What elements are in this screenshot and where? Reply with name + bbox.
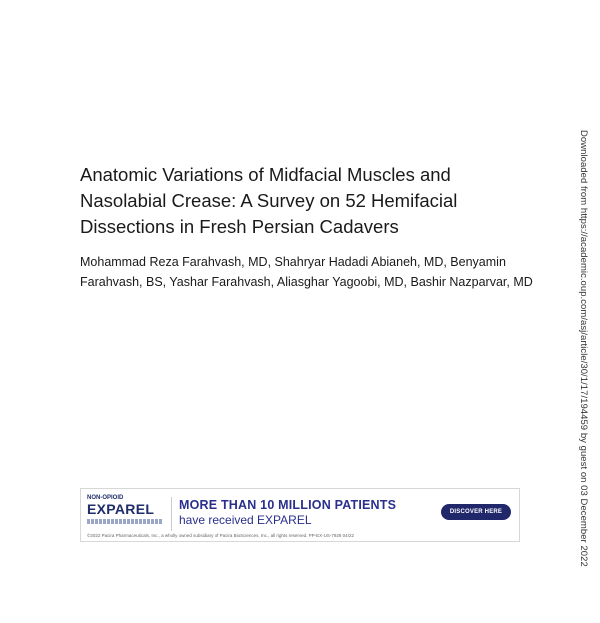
title-line-2: Nasolabial Crease: A Survey on 52 Hemifacial bbox=[80, 190, 458, 211]
logo-subtext-graphic bbox=[87, 519, 163, 524]
ad-divider bbox=[171, 497, 172, 531]
discover-here-button[interactable]: DISCOVER HERE bbox=[441, 504, 511, 520]
download-watermark: Downloaded from https://academic.oup.com/asj/article/30/1/17/194459 by guest on 03 December 2022 bbox=[578, 130, 589, 567]
author-line-1: Mohammad Reza Farahvash, MD, Shahryar Hadadi Abianeh, MD, Benyamin bbox=[80, 255, 506, 269]
ad-headline: MORE THAN 10 MILLION PATIENTS bbox=[179, 498, 397, 512]
article-title bbox=[80, 162, 500, 240]
ad-brand: EXPAREL bbox=[87, 501, 155, 517]
author-list bbox=[80, 252, 540, 292]
advertisement-banner[interactable] bbox=[80, 488, 520, 542]
ad-subline: have received EXPAREL bbox=[179, 513, 312, 527]
author-line-2: Farahvash, BS, Yashar Farahvash, Aliasghar Yagoobi, MD, Bashir Nazparvar, MD bbox=[80, 275, 533, 289]
ad-footer-legal: ©2022 Pacira Pharmaceuticals, Inc., a wholly owned subsidiary of Pacira BioSciences, Inc., all rights reserved. PP-EX-US-7928 04/22 bbox=[87, 533, 354, 538]
title-line-3: Dissections in Fresh Persian Cadavers bbox=[80, 216, 399, 237]
title-line-1: Anatomic Variations of Midfacial Muscles and bbox=[80, 164, 451, 185]
exparel-logo bbox=[87, 495, 167, 524]
ad-tag: NON-OPIOID bbox=[87, 495, 124, 501]
